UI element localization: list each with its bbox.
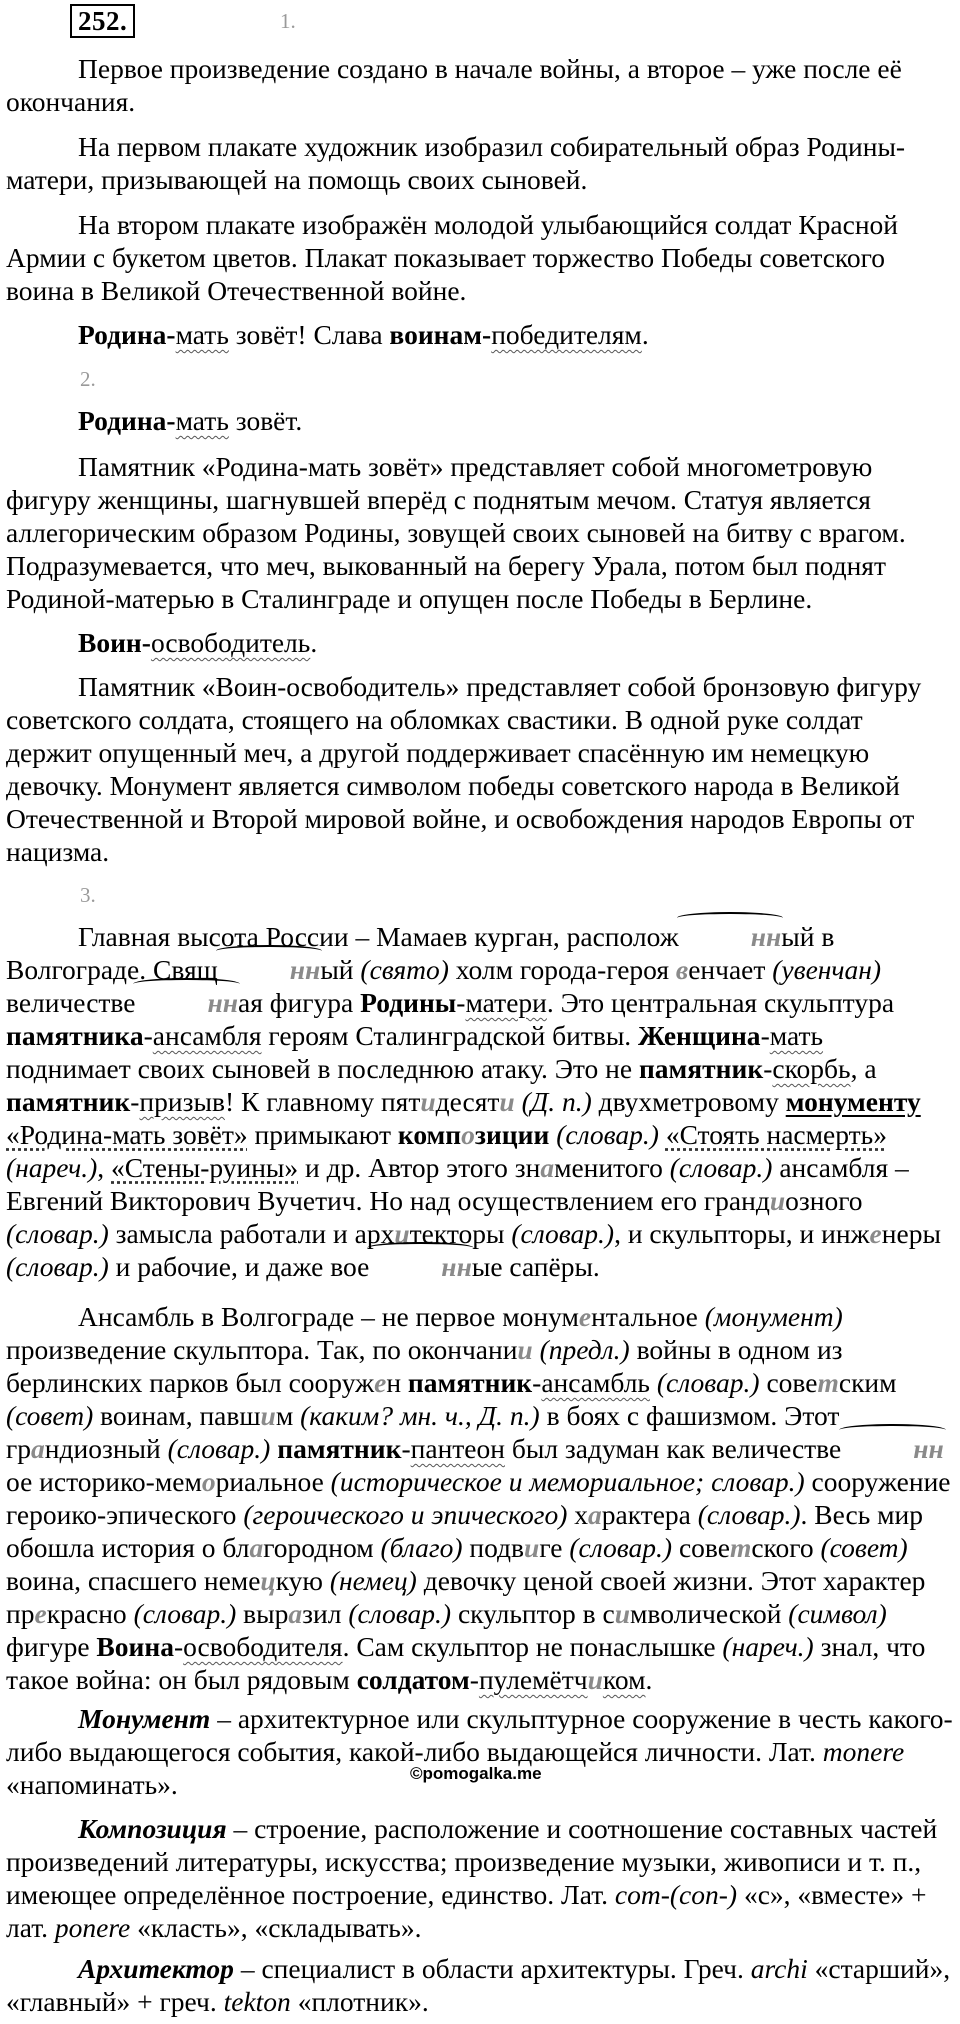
exercise-number: 252. — [70, 4, 135, 38]
section-1-number: 1. — [280, 9, 296, 33]
section-1-paragraph-3: На втором плакате изображён молодой улыбающийся солдат Красной Армии с букетом цветов. Плакат показывает торжество Победы советского воина в Великой Отечественной войне. — [6, 209, 899, 306]
section-3-number: 3. — [80, 883, 96, 907]
section-3-paragraph-1: Главная высота России – Мамаев курган, располож нный в Волгограде. Свящ нный (свято) холм города-героя венчает (увенчан) величестве нная фигура Родины-матери. Это центральная скульптура памятника-ансамбля героям Сталинградской битвы. Женщина-мать поднимает своих сыновей в последнюю атаку. Это не памятник-скорбь, а памятник-призыв! К главному пятидесяти (Д. п.) двухметровому монументу «Родина-мать зовёт» примыкают композиции (словар.) «Стоять насмерть» (нареч.), «Стены-руины» и др. Автор этого знаменитого (словар.) ансамбля – Евгений Викторович Вучетич. Но над осуществлением его грандиозного (словар.) замысла работали и архитекторы (словар.), и скульпторы, и инженеры (словар.) и рабочие, и даже вое нные сапёры. — [6, 921, 941, 1282]
definition-architect: Архитектор – специалист в области архитектуры. Греч. archi «старший», «главный» + греч. tekton «плотник». — [6, 1953, 951, 2017]
section-3-paragraph-2: Ансамбль в Волгограде – не первое монументальное (монумент) произведение скульптора. Так, по окончании (предл.) войны в одном из берлинских парков был сооружен памятник-ансамбль (словар.) советским (совет) воинам, павшим (каким? мн. ч., Д. п.) в боях с фашизмом. Этот грандиозный (словар.) памятник-пантеон был задуман как величестве нное историко-мемориальное (историческое и мемориальное; словар.) сооружение героико-эпического (героического и эпического) характера (словар.). Весь мир обошла история о благородном (благо) подвиге (словар.) советского (совет) воина, спасшего немецкую (немец) девочку ценой своей жизни. Этот характер прекрасно (словар.) выразил (словар.) скульптор в символической (символ) фигуре Воина-освободителя. Сам скульптор не понаслышке (нареч.) знал, что такое война: он был рядовым солдатом-пулемётчиком. — [6, 1301, 951, 1695]
section-1-paragraph-2: На первом плакате художник изобразил собирательный образ Родины-матери, призывающей на помощь своих сыновей. — [6, 131, 906, 195]
heading-voin-osvoboditel: Воин-освободитель. — [78, 627, 318, 658]
section-2-number: 2. — [80, 367, 96, 391]
section-1-paragraph-1: Первое произведение создано в начале войны, а второе – уже после её окончания. — [6, 53, 902, 117]
watermark: ©pomogalka.me — [410, 1764, 542, 1783]
section-2-paragraph-1: Памятник «Родина-мать зовёт» представляет собой многометровую фигуру женщины, шагнувшей вперёд с поднятым мечом. Статуя является аллегорическим образом Родины, зовущей своих сыновей на битву с врагом. Подразумевается, что меч, выкованный на берегу Урала, потом был поднят Родиной-матерью в Сталинграде и опущен после Победы в Берлине. — [6, 451, 906, 614]
heading-rodina-mat: Родина-мать зовёт. — [78, 405, 303, 436]
section-2-paragraph-2: Памятник «Воин-освободитель» представляет собой бронзовую фигуру советского солдата, стоящего на обломках свастики. В одной руке солдат держит опущенный меч, а другой поддерживает спасённую им немецкую девочку. Монумент является символом победы советского народа в Великой Отечественной и Второй мировой войне, и освобождения народов Европы от нацизма. — [6, 671, 922, 867]
slogan: Родина-мать зовёт! Слава воинам-победителям. — [78, 319, 649, 350]
definition-monument: Монумент – архитектурное или скульптурное сооружение в честь какого-либо выдающегося события, какой-либо выдающейся личности. Лат. monere «напоминать». — [6, 1703, 953, 1800]
definition-composition: Композиция – строение, расположение и соотношение составных частей произведений литературы, искусства; произведение музыки, живописи и т. п., имеющее определённое построение, единство. Лат. com-(con-) «с», «вместе» + лат. ponere «класть», «складывать». — [6, 1813, 938, 1943]
